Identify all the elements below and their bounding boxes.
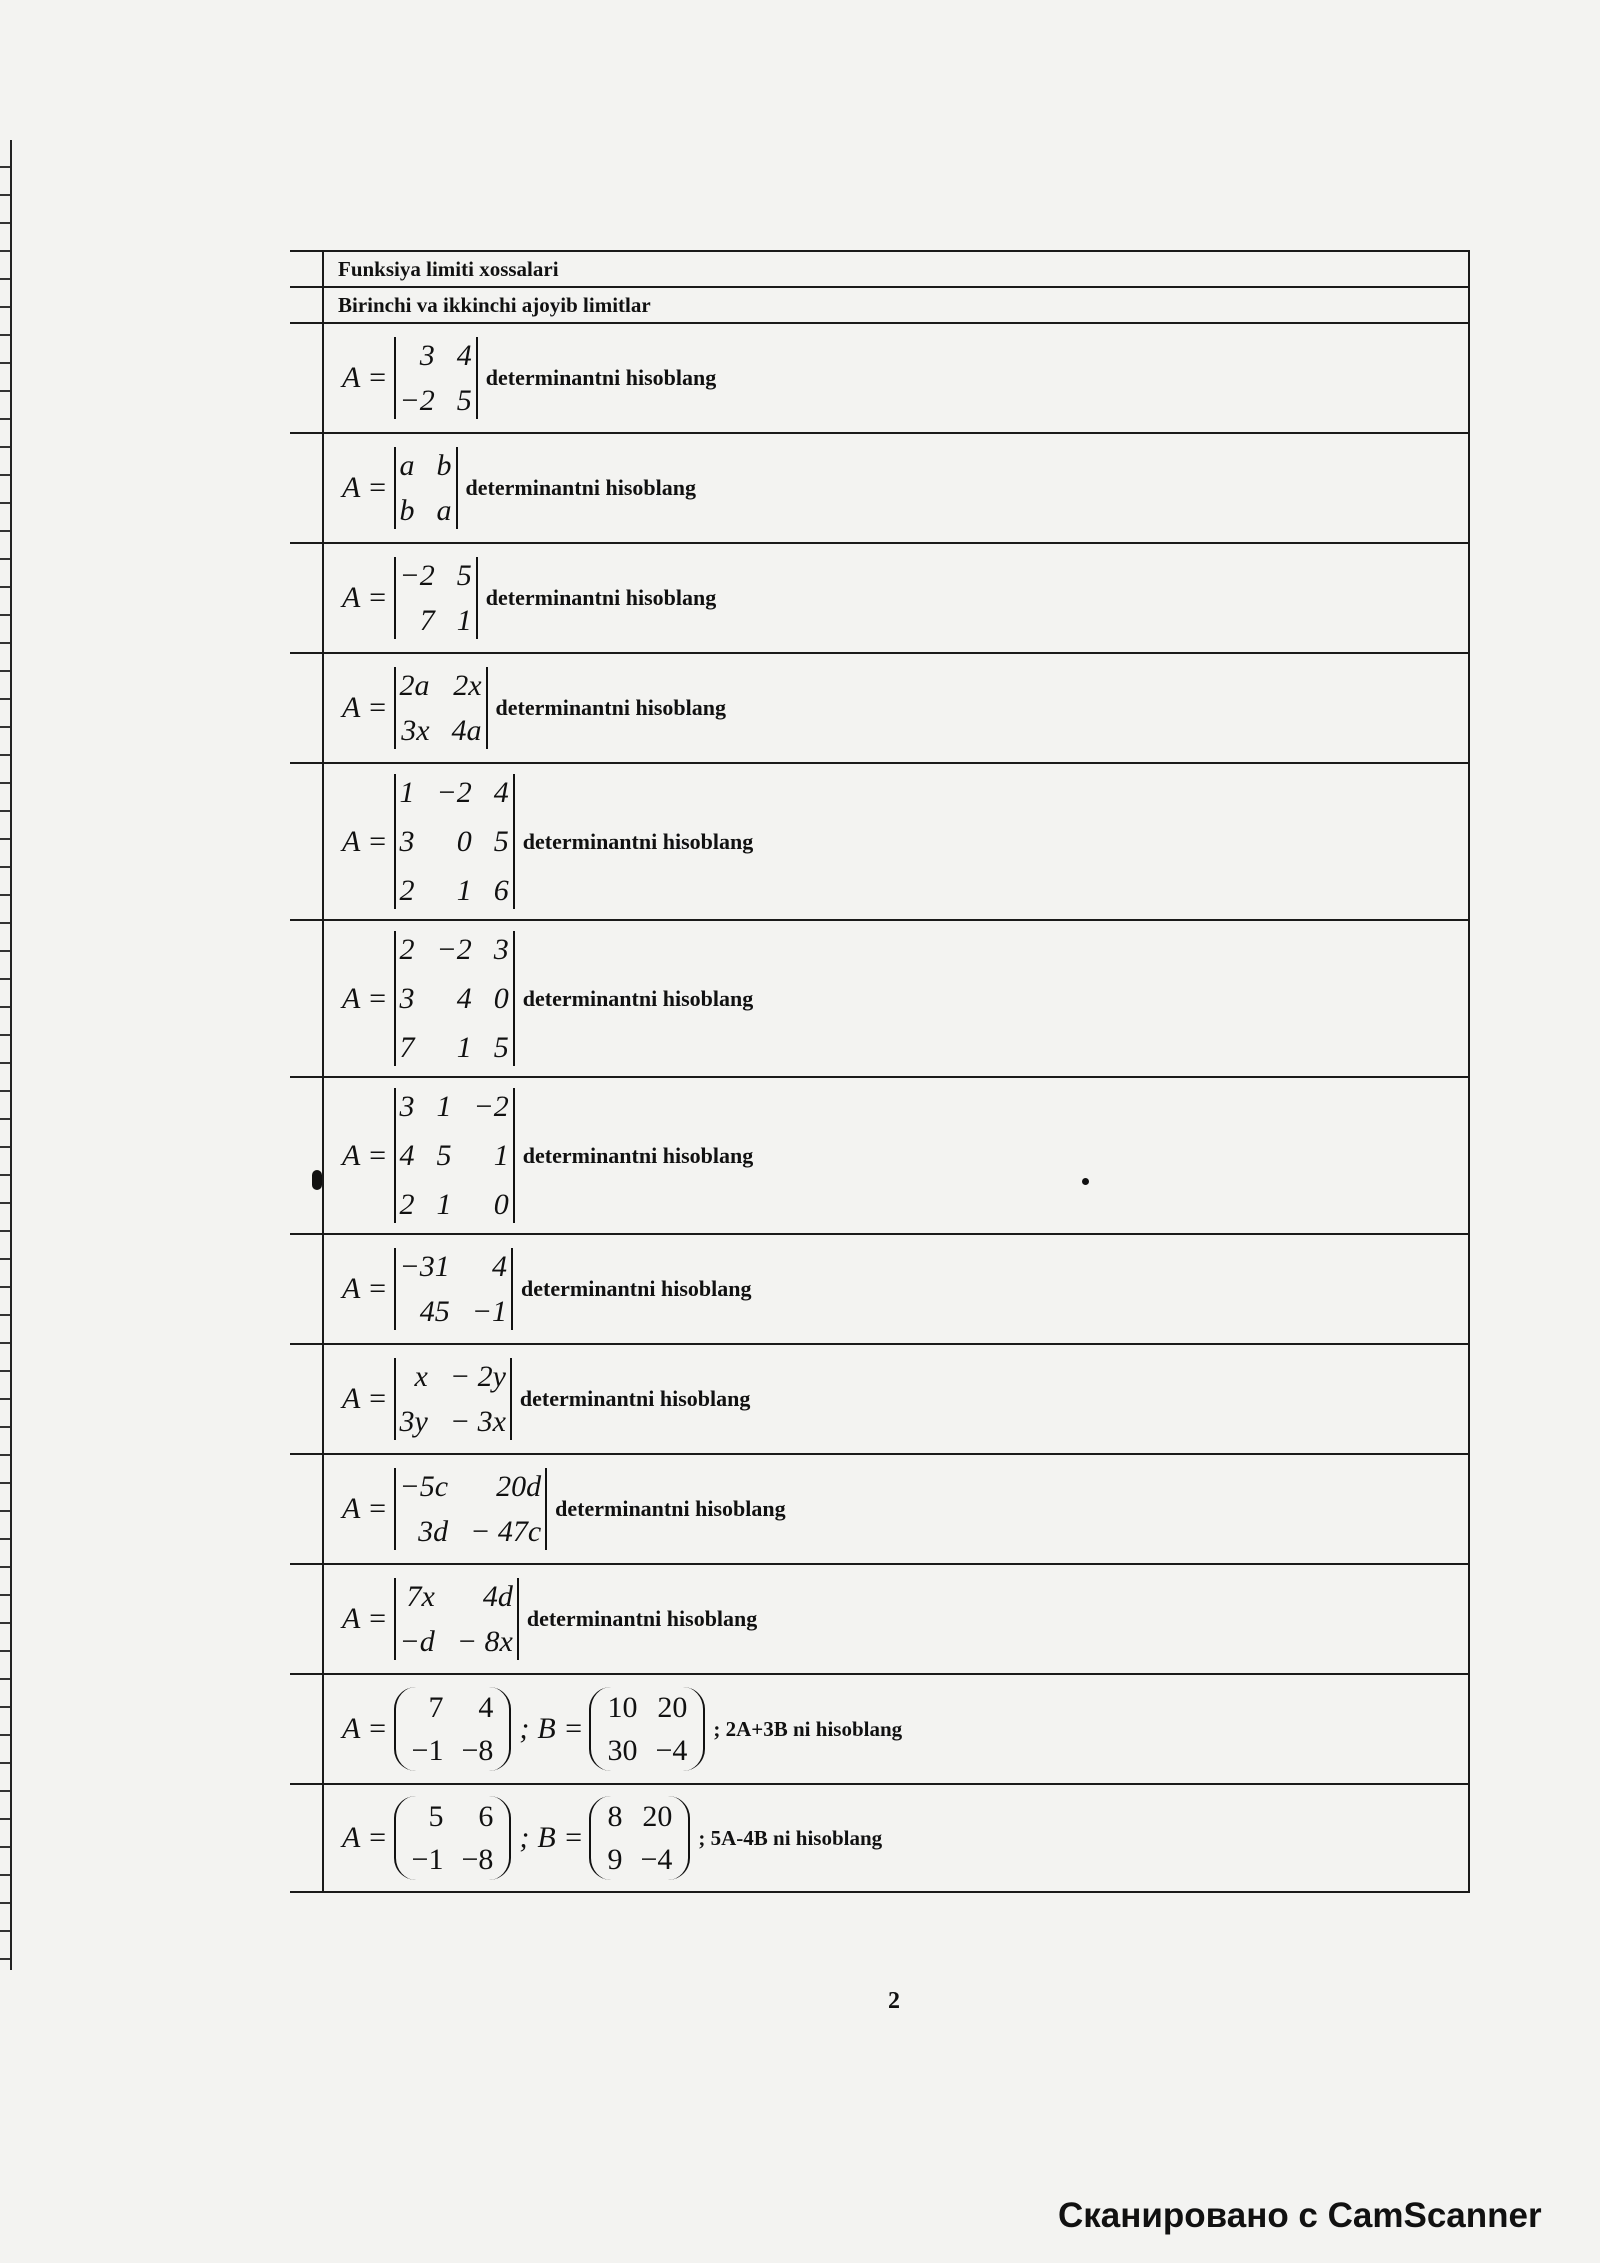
matrix-entry: −4 [640, 1843, 673, 1876]
matrix-entry: −2 [399, 559, 435, 592]
matrix-entry: 9 [607, 1843, 623, 1876]
matrix-operation-task [342, 1675, 902, 1783]
matrix-label: A = [342, 1602, 388, 1635]
matrix-operation-row [290, 1673, 1470, 1783]
determinant-task [342, 654, 726, 762]
matrix-entry: 4 [456, 982, 472, 1015]
matrix-entry: −4 [655, 1734, 688, 1767]
task-instruction: determinantni hisoblang [519, 1386, 751, 1411]
matrix-b [589, 1796, 690, 1880]
matrix-entry: 20d [496, 1470, 542, 1503]
task-instruction: determinantni hisoblang [521, 1276, 752, 1301]
matrix-entry: 45 [419, 1295, 450, 1328]
header-title-1: Funksiya limiti xossalari [338, 257, 559, 281]
determinant-task [342, 544, 716, 652]
matrix-entry: 6 [478, 1800, 494, 1833]
matrix-entry: 2 [399, 874, 415, 907]
matrix-entry: 5 [493, 825, 509, 858]
matrix-entry: 3 [399, 982, 415, 1015]
matrix-operation-task [342, 1785, 882, 1891]
matrix-entry: −2 [399, 384, 435, 417]
matrix-entry: −1 [411, 1734, 444, 1767]
scan-dot [1082, 1178, 1089, 1185]
matrix-entry: 5 [436, 1139, 452, 1172]
matrix-entry: 3x [401, 714, 430, 747]
matrix-b-label: B = [537, 1712, 584, 1745]
matrix-entry: 3y [399, 1405, 428, 1438]
determinant-row [290, 322, 1470, 432]
matrix-entry: − 47c [470, 1515, 542, 1548]
matrix-entry: 20 [657, 1691, 688, 1724]
matrix-entry: 5 [456, 384, 472, 417]
matrix-entry: 4d [482, 1580, 513, 1613]
matrix-entry: b [436, 449, 452, 482]
determinant-matrix [394, 1358, 512, 1440]
matrix-entry: 5 [493, 1031, 509, 1064]
determinant-row [290, 432, 1470, 542]
determinant-row [290, 919, 1470, 1076]
matrix-entry: 1 [493, 1139, 509, 1172]
matrix-entry: −31 [399, 1250, 450, 1283]
matrix-entry: 3d [418, 1515, 449, 1548]
matrix-entry: −2 [473, 1090, 509, 1123]
exercise-table [290, 250, 1470, 1893]
matrix-label: A = [342, 1272, 388, 1305]
matrix-a-label: A = [342, 1821, 388, 1854]
matrix-entry: −1 [411, 1843, 444, 1876]
camscanner-watermark: Сканировано с CamScanner [1058, 2196, 1542, 2235]
task-instruction: determinantni hisoblang [495, 695, 726, 720]
determinant-task [342, 1345, 750, 1453]
task-instruction: determinantni hisoblang [526, 1606, 758, 1631]
task-rows [290, 322, 1470, 1893]
matrix-entry: 2x [453, 669, 482, 702]
matrix-entry: 3 [399, 1090, 415, 1123]
matrix-entry: 3 [419, 339, 435, 372]
matrix-entry: 1 [456, 1031, 472, 1064]
task-instruction: determinantni hisoblang [522, 1142, 754, 1168]
determinant-row [290, 542, 1470, 652]
task-instruction: determinantni hisoblang [485, 365, 717, 390]
determinant-matrix [394, 1248, 514, 1330]
matrix-entry: 10 [607, 1691, 638, 1724]
matrix-entry: −8 [461, 1843, 494, 1876]
task-instruction: determinantni hisoblang [465, 475, 696, 500]
task-instruction: determinantni hisoblang [522, 828, 754, 854]
matrix-label: A = [342, 361, 388, 394]
determinant-row [290, 1343, 1470, 1453]
determinant-matrix [394, 774, 515, 909]
determinant-task [342, 1565, 757, 1673]
matrix-entry: −8 [461, 1734, 494, 1767]
matrix-label: A = [342, 1382, 388, 1415]
matrix-entry: 4 [492, 1250, 508, 1283]
matrix-entry: 2 [399, 1188, 415, 1221]
determinant-task [342, 764, 753, 919]
matrix-entry: x [414, 1360, 428, 1393]
determinant-matrix [394, 931, 515, 1066]
matrix-entry: 5 [456, 559, 472, 592]
matrix-entry: − 2y [449, 1360, 506, 1393]
scan-mark [312, 1170, 322, 1190]
separator: ; [519, 1821, 530, 1854]
matrix-b-label: B = [537, 1821, 584, 1854]
matrix-entry: 3 [493, 933, 509, 966]
page-number: 2 [888, 1988, 900, 2014]
determinant-task [342, 1455, 786, 1563]
matrix-a-label: A = [342, 1712, 388, 1745]
determinant-matrix [394, 557, 478, 639]
matrix-entry: −1 [471, 1295, 508, 1328]
matrix-entry: 1 [436, 1090, 452, 1123]
matrix-entry: 0 [493, 1188, 509, 1221]
determinant-task [342, 1078, 753, 1233]
matrix-entry: 5 [428, 1800, 444, 1833]
matrix-entry: 7 [419, 604, 435, 637]
matrix-entry: 1 [456, 604, 472, 637]
matrix-entry: 4 [478, 1691, 494, 1724]
matrix-b [589, 1687, 705, 1771]
matrix-entry: 30 [607, 1734, 638, 1767]
task-instruction: determinantni hisoblang [555, 1496, 786, 1521]
header-row-2 [290, 286, 1470, 322]
determinant-task [342, 1235, 751, 1343]
task-instruction: determinantni hisoblang [485, 585, 717, 610]
matrix-entry: 4a [451, 714, 482, 747]
matrix-entry: b [399, 494, 415, 527]
task-instruction: ; 5A-4B ni hisoblang [698, 1825, 883, 1850]
matrix-entry: 8 [607, 1800, 623, 1833]
determinant-matrix [394, 667, 488, 749]
matrix-label: A = [342, 1138, 388, 1172]
matrix-entry: 6 [493, 874, 509, 907]
matrix-label: A = [342, 471, 388, 504]
task-instruction: determinantni hisoblang [522, 985, 754, 1011]
matrix-entry: 0 [493, 982, 509, 1015]
task-instruction: ; 2A+3B ni hisoblang [713, 1716, 903, 1741]
matrix-entry: 1 [456, 874, 472, 907]
matrix-entry: 1 [436, 1188, 452, 1221]
determinant-row [290, 1233, 1470, 1343]
matrix-entry: 4 [399, 1139, 415, 1172]
determinant-task [342, 921, 753, 1076]
matrix-entry: 0 [456, 825, 472, 858]
matrix-entry: −5c [399, 1470, 449, 1503]
determinant-matrix [394, 1088, 515, 1223]
determinant-row [290, 652, 1470, 762]
matrix-entry: −2 [436, 776, 472, 809]
matrix-label: A = [342, 581, 388, 614]
header-row-1 [290, 250, 1470, 286]
matrix-operation-row [290, 1783, 1470, 1893]
matrix-entry: 3 [399, 825, 415, 858]
determinant-task [342, 434, 696, 542]
determinant-matrix [394, 337, 478, 419]
separator: ; [519, 1712, 530, 1745]
matrix-entry: 2 [399, 933, 415, 966]
matrix-label: A = [342, 691, 388, 724]
matrix-label: A = [342, 981, 388, 1015]
matrix-label: A = [342, 1492, 388, 1525]
determinant-matrix [394, 1578, 519, 1660]
matrix-a [394, 1796, 512, 1880]
matrix-entry: 4 [493, 776, 509, 809]
matrix-entry: 4 [456, 339, 472, 372]
matrix-a [394, 1687, 512, 1771]
header-title-2: Birinchi va ikkinchi ajoyib limitlar [338, 293, 651, 317]
matrix-entry: − 8x [456, 1625, 513, 1658]
matrix-entry: a [436, 494, 452, 527]
matrix-entry: − 3x [449, 1405, 506, 1438]
matrix-entry: 2a [399, 669, 430, 702]
determinant-matrix [394, 1468, 548, 1550]
notebook-binding-edge [0, 140, 12, 1970]
determinant-row [290, 1563, 1470, 1673]
matrix-label: A = [342, 824, 388, 858]
matrix-entry: 7 [399, 1031, 415, 1064]
matrix-entry: 1 [399, 776, 415, 809]
determinant-task [342, 324, 716, 432]
matrix-entry: −2 [436, 933, 472, 966]
matrix-entry: 7x [406, 1580, 435, 1613]
determinant-row [290, 1076, 1470, 1233]
matrix-entry: 7 [428, 1691, 444, 1724]
matrix-entry: −d [399, 1625, 435, 1658]
determinant-row [290, 1453, 1470, 1563]
determinant-matrix [394, 447, 458, 529]
determinant-row [290, 762, 1470, 919]
matrix-entry: a [399, 449, 415, 482]
matrix-entry: 20 [642, 1800, 673, 1833]
